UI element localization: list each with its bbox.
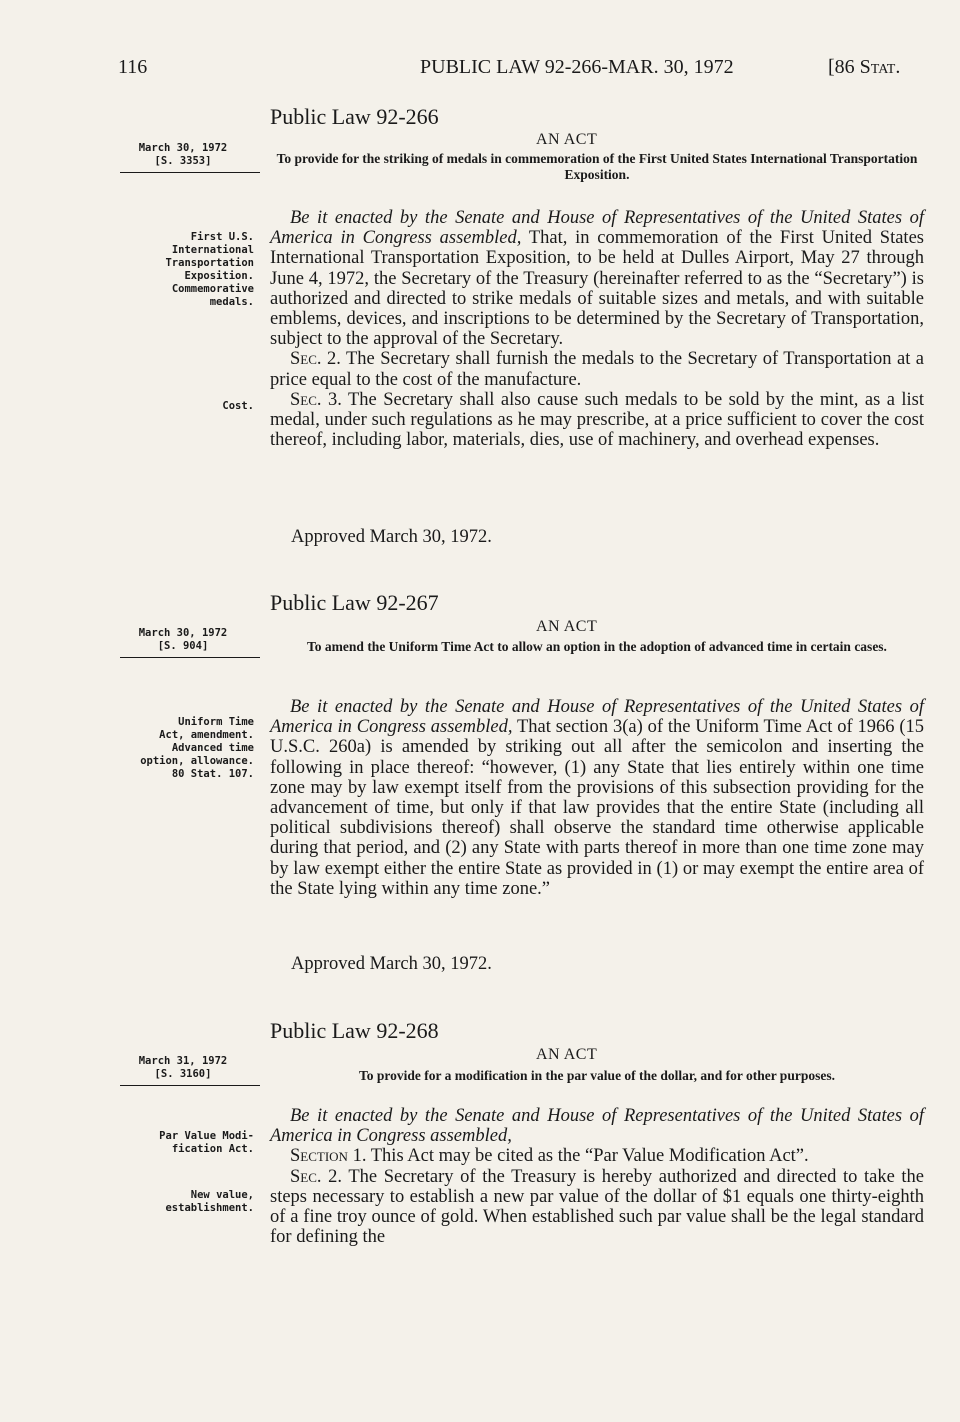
- margin-date: March 31, 1972: [138, 1055, 228, 1067]
- an-act-label: AN ACT: [536, 131, 598, 148]
- header-title: PUBLIC LAW 92-266-MAR. 30, 1972: [420, 56, 734, 78]
- running-header: [0, 56, 960, 82]
- act-purpose: To provide for the striking of medals in commemoration of the First United States International Transportation Exposition.: [276, 151, 918, 182]
- an-act-label: AN ACT: [536, 618, 598, 635]
- section-label: Sec. 3.: [290, 389, 342, 410]
- law-title: Public Law 92-268: [270, 1018, 439, 1043]
- law-title: Public Law 92-267: [270, 590, 439, 615]
- section-text: That section 3(a) of the Uniform Time Act of 1966 (15 U.S.C. 260a) is amended by striking out all after the semicolon and inserting the following in place thereof: “however, (1) any State that lies entirely within one time zone may by law exempt itself from the provisions of this subsection providing for the advancement of time, but only if that law provides that the entire State (including all political subdivisions thereof) shall observe the standard time otherwise applicable during that period, and (2) any State with parts thereof in more than one time zone may by law exempt either the entire State as provided in (1) or may exempt the entire area of the State lying within any time zone.”: [270, 717, 924, 899]
- header-stat: [86 Stat.: [828, 56, 901, 78]
- approval-date: Approved March 30, 1972.: [291, 954, 492, 974]
- margin-rule: [120, 657, 260, 658]
- margin-date: March 30, 1972: [138, 142, 228, 154]
- margin-note: First U.S. International Transportation Exposition. Commemorative medals.: [165, 231, 254, 308]
- margin-note: New value, establishment.: [165, 1189, 254, 1214]
- enacting-clause: Be it enacted by the Senate and House of Representatives of the United States of America in Congress assembled,: [270, 208, 924, 249]
- margin-rule: [120, 1085, 260, 1086]
- section-text: The Secretary shall furnish the medals to the Secretary of Transportation at a price equal to the cost of the manufacture.: [270, 349, 925, 390]
- law-title: Public Law 92-266: [270, 104, 439, 129]
- an-act-label: AN ACT: [536, 1046, 598, 1063]
- margin-note-cost: Cost.: [222, 400, 254, 412]
- margin-date: March 30, 1972: [138, 627, 228, 639]
- page-number: 116: [118, 56, 148, 78]
- act-purpose: To amend the Uniform Time Act to allow an option in the adoption of advanced time in certain cases.: [307, 639, 887, 654]
- act-body: [270, 697, 924, 899]
- enacting-clause: Be it enacted by the Senate and House of Representatives of the United States of America in Congress assembled,: [270, 697, 924, 738]
- section-text: That, in commemoration of the First United States International Transportation Exposition, to be held at Dulles Airport, May 27 through June 4, 1972, the Secretary of the Treasury (hereinafter referred to as the “Secretary”) is authorized and directed to strike medals of suitable sizes and metals, and with suitable emblems, devices, and inscriptions to be determined by the Secretary of Transportation, subject to the approval of the Secretary.: [270, 228, 924, 350]
- section-text: The Secretary of the Treasury is hereby authorized and directed to take the steps necessary to establish a new par value of the dollar of $1 equals one thirty-eighth of a fine troy ounce of gold. When established such par value shall be the legal standard for defining the: [270, 1166, 924, 1248]
- section-label: Sec. 2.: [290, 349, 341, 370]
- section-text: This Act may be cited as the “Par Value Modification Act”.: [370, 1146, 809, 1167]
- margin-rule: [120, 172, 260, 173]
- margin-bill: [S. 3160]: [154, 1068, 212, 1080]
- approval-date: Approved March 30, 1972.: [291, 527, 492, 547]
- act-body: [270, 1106, 924, 1247]
- act-purpose: To provide for a modification in the par value of the dollar, and for other purposes.: [359, 1068, 835, 1083]
- enacting-clause: Be it enacted by the Senate and House of Representatives of the United States of America in Congress assembled,: [270, 1106, 924, 1147]
- margin-note: Uniform Time Act, amendment. Advanced time option, allowance. 80 Stat. 107.: [140, 716, 254, 780]
- margin-note: Par Value Modi- fication Act.: [159, 1130, 254, 1155]
- act-body: [270, 208, 924, 450]
- section-text: The Secretary shall also cause such medals to be sold by the mint, as a list medal, under such regulations as he may prescribe, at a price sufficient to cover the cost thereof, including labor, materials, dies, use of machinery, and overhead expenses.: [270, 389, 925, 451]
- margin-bill: [S. 904]: [157, 640, 209, 652]
- section-label: Sec. 2.: [290, 1166, 343, 1187]
- margin-bill: [S. 3353]: [154, 155, 212, 167]
- section-label: Section 1.: [290, 1146, 367, 1167]
